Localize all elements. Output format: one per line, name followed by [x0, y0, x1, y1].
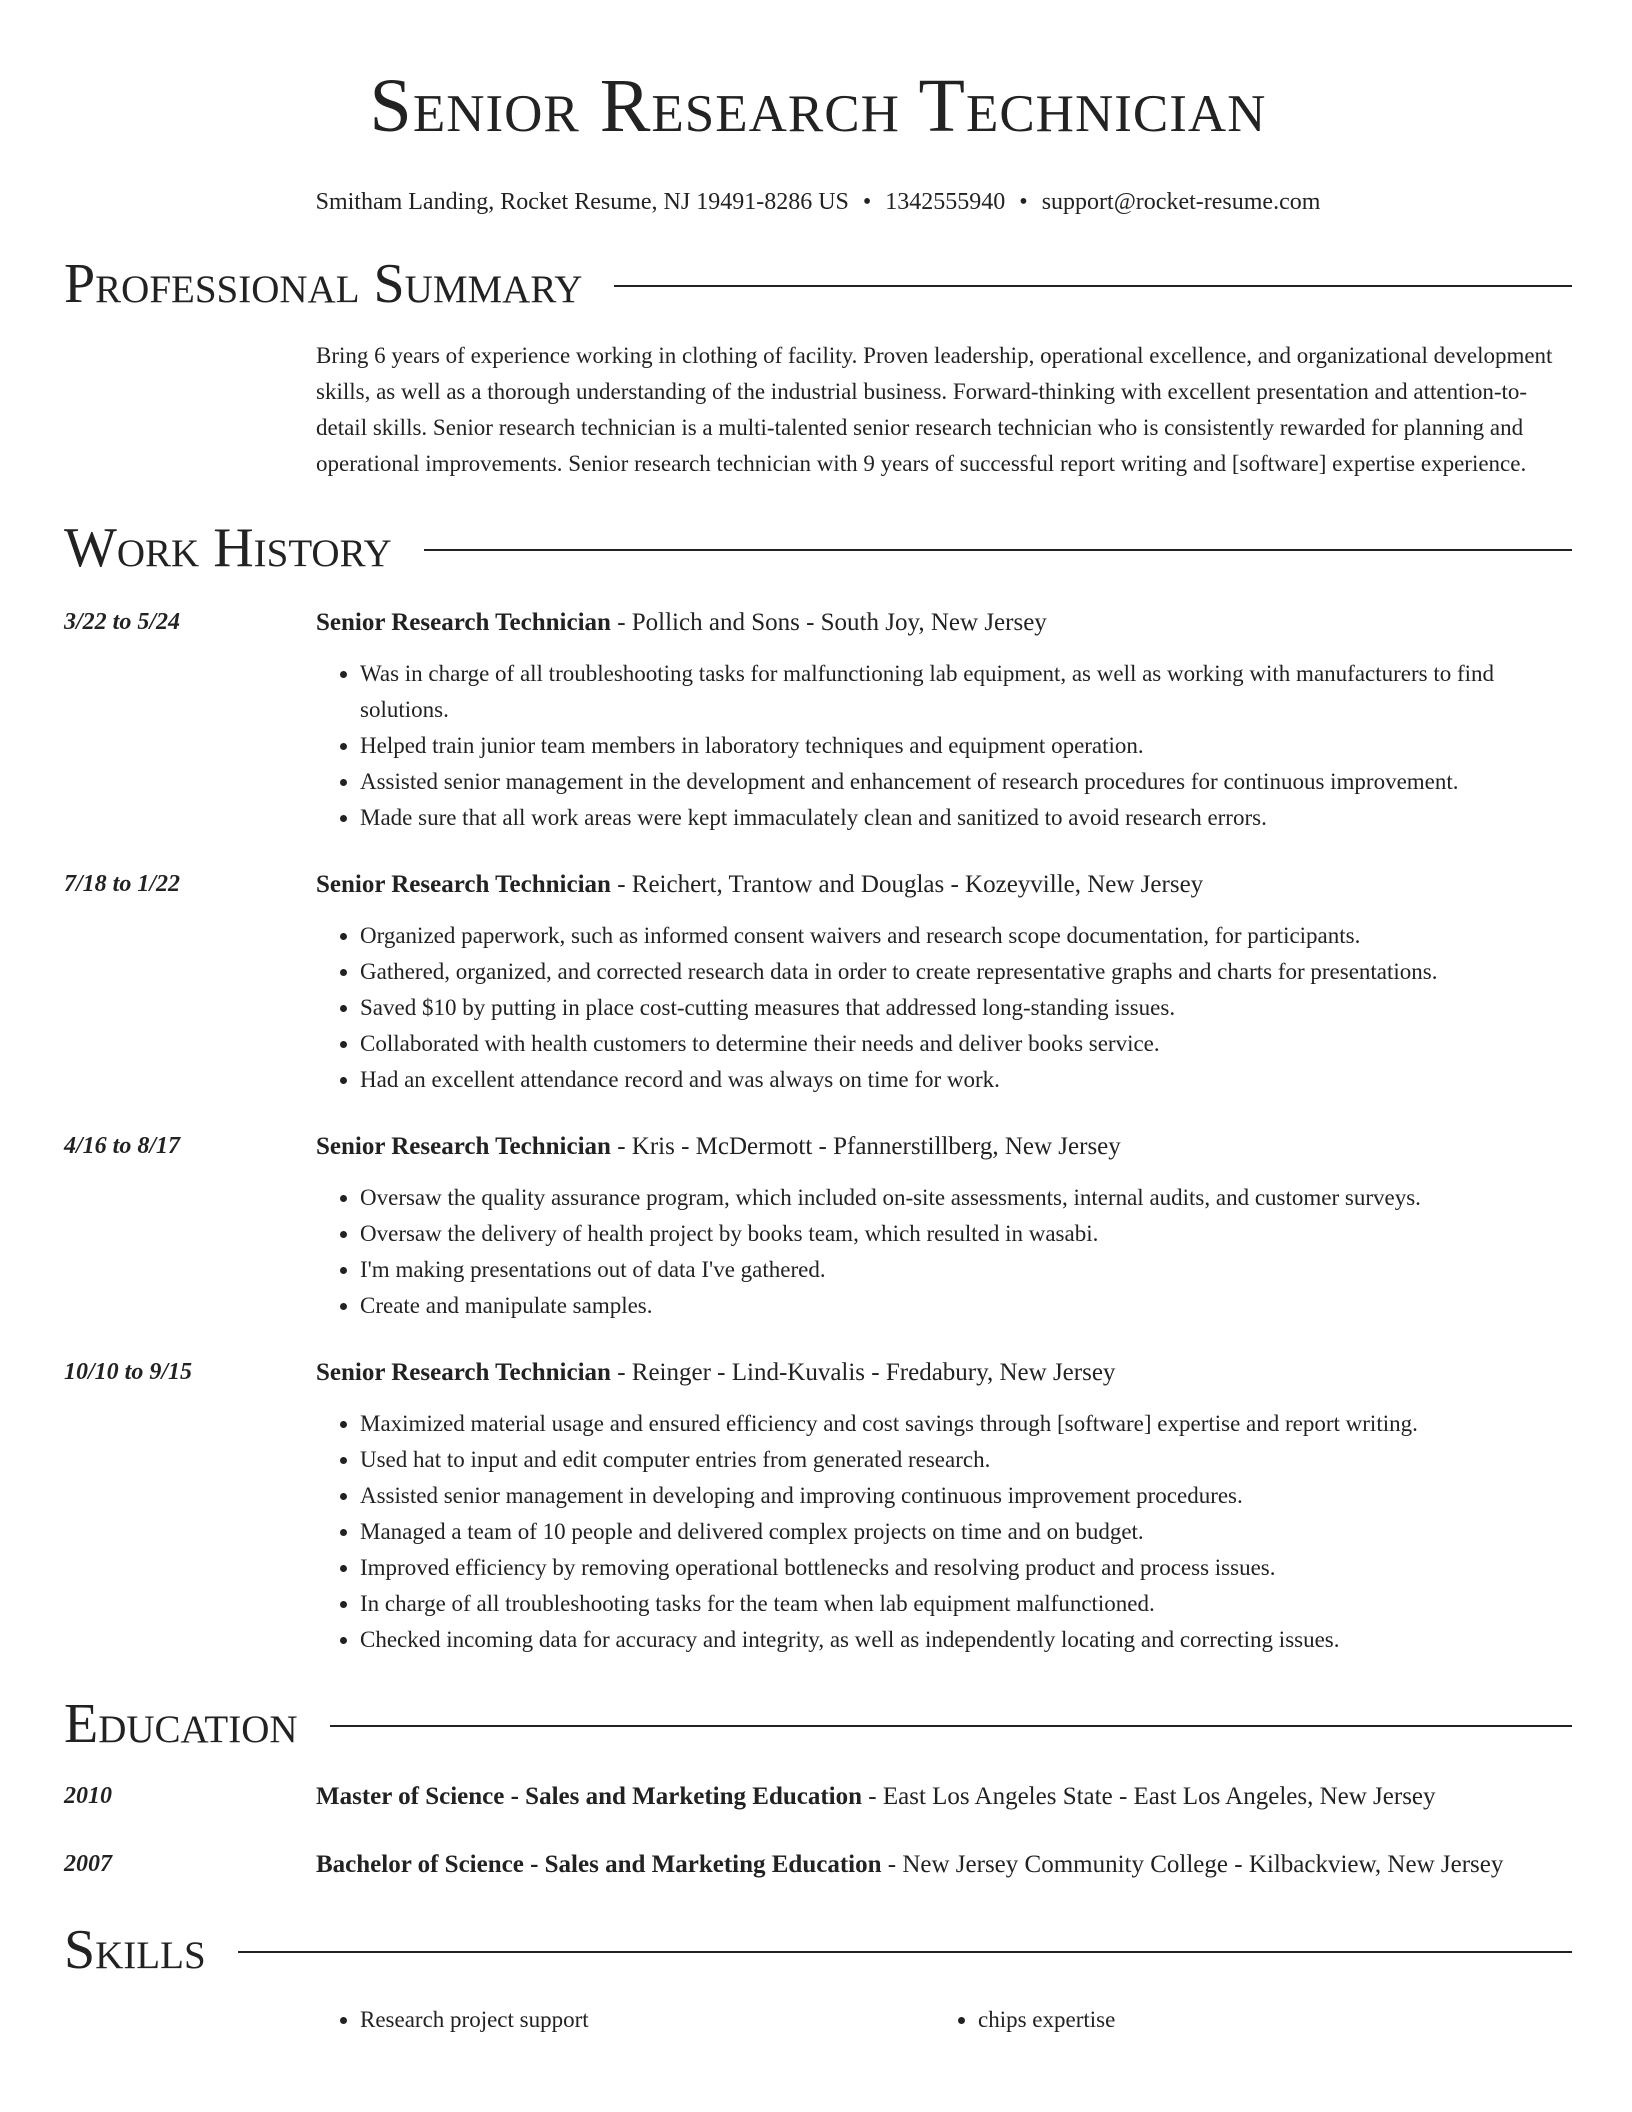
job-bullet: • In charge of all troubleshooting tasks for the team when lab equipment malfunctioned.: [360, 1586, 1572, 1622]
section-divider: [424, 549, 1572, 551]
education-entry: [64, 1778, 1572, 1816]
job-bullet: • Made sure that all work areas were kept immaculately clean and sanitized to avoid research errors.: [360, 800, 1572, 836]
job-bullets: [316, 1406, 1572, 1658]
education-section-header: [64, 1692, 1572, 1756]
job-body: [316, 1354, 1572, 1658]
section-divider: [614, 285, 1572, 287]
education-year: 2010: [64, 1783, 112, 1809]
work-section-header: [64, 516, 1572, 580]
contact-phone: 1342555940: [885, 189, 1006, 215]
candidate-name: Senior Research Technician: [369, 64, 1267, 148]
contact-separator: •: [1019, 189, 1028, 215]
job-entry: [64, 1128, 1572, 1324]
education-entry: [64, 1846, 1572, 1884]
skills-section-title: Skills: [64, 1919, 206, 1981]
job-bullet: • Saved $10 by putting in place cost-cutting measures that addressed long-standing issues.: [360, 990, 1572, 1026]
job-heading: [316, 866, 1572, 904]
education-heading: [316, 1778, 1572, 1816]
education-degree: Bachelor of Science - Sales and Marketing Education: [316, 1851, 882, 1878]
education-year: 2007: [64, 1851, 112, 1877]
summary-section-header: [64, 252, 1572, 316]
section-divider: [238, 1951, 1572, 1953]
job-bullet: • Managed a team of 10 people and delivered complex projects on time and on budget.: [360, 1514, 1572, 1550]
job-entry: [64, 604, 1572, 836]
job-bullet: • Gathered, organized, and corrected research data in order to create representative graphs and charts for presentations.: [360, 954, 1572, 990]
skills-list: [316, 2002, 1572, 2038]
job-bullet: • Oversaw the quality assurance program, which included on-site assessments, internal audits, and customer surveys.: [360, 1180, 1572, 1216]
job-role: Senior Research Technician: [316, 1133, 611, 1160]
education-details: - East Los Angeles State - East Los Angeles, New Jersey: [862, 1783, 1436, 1810]
job-dates: 7/18 to 1/22: [64, 871, 181, 897]
contact-email: support@rocket-resume.com: [1041, 189, 1321, 215]
job-details: - Reinger - Lind-Kuvalis - Fredabury, New Jersey: [610, 1359, 1116, 1386]
section-divider: [330, 1725, 1572, 1727]
resume-page: [64, 0, 1572, 2038]
job-bullet: • I'm making presentations out of data I've gathered.: [360, 1252, 1572, 1288]
job-role: Senior Research Technician: [316, 1359, 611, 1386]
job-details: - Kris - McDermott - Pfannerstillberg, New Jersey: [610, 1133, 1121, 1160]
job-dates: 3/22 to 5/24: [64, 609, 181, 635]
skill-item: • chips expertise: [978, 2002, 1552, 2038]
job-bullet: • Used hat to input and edit computer entries from generated research.: [360, 1442, 1572, 1478]
job-entry: [64, 866, 1572, 1098]
skills-column-right: [934, 2002, 1552, 2038]
job-bullets: [316, 1180, 1572, 1324]
contact-address: Smitham Landing, Rocket Resume, NJ 19491-8286 US: [315, 189, 849, 215]
contact-separator: •: [862, 189, 872, 215]
job-bullet: • Maximized material usage and ensured efficiency and cost savings through [software] expertise and report writing.: [360, 1406, 1572, 1442]
job-bullet: • Create and manipulate samples.: [360, 1288, 1572, 1324]
job-bullet: • Assisted senior management in the development and enhancement of research procedures for continuous improvement.: [360, 764, 1572, 800]
job-body: [316, 604, 1572, 836]
work-section-title: Work History: [64, 517, 392, 579]
job-role: Senior Research Technician: [316, 609, 611, 636]
job-heading: [316, 604, 1572, 642]
job-body: [316, 1128, 1572, 1324]
job-dates: 10/10 to 9/15: [64, 1359, 193, 1385]
job-heading: [316, 1354, 1572, 1392]
education-section-title: Education: [64, 1693, 298, 1755]
job-role: Senior Research Technician: [316, 871, 611, 898]
job-bullet: • Oversaw the delivery of health project by books team, which resulted in wasabi.: [360, 1216, 1572, 1252]
skills-column-left: [316, 2002, 934, 2038]
job-bullet: • Was in charge of all troubleshooting tasks for malfunctioning lab equipment, as well as working with manufacturers to find solutions.: [360, 656, 1572, 728]
education-details: - New Jersey Community College - Kilbackview, New Jersey: [881, 1851, 1504, 1878]
job-bullet: • Checked incoming data for accuracy and integrity, as well as independently locating and correcting issues.: [360, 1622, 1572, 1658]
job-bullet: • Improved efficiency by removing operational bottlenecks and resolving product and process issues.: [360, 1550, 1572, 1586]
job-bullet: • Assisted senior management in developing and improving continuous improvement procedures.: [360, 1478, 1572, 1514]
job-bullet: • Collaborated with health customers to determine their needs and deliver books service.: [360, 1026, 1572, 1062]
job-bullets: [316, 918, 1572, 1098]
contact-line: [64, 186, 1572, 218]
skills-section-header: [64, 1918, 1572, 1982]
summary-section-title: Professional Summary: [64, 253, 583, 315]
job-body: [316, 866, 1572, 1098]
job-details: - Reichert, Trantow and Douglas - Kozeyville, New Jersey: [610, 871, 1204, 898]
job-dates: 4/16 to 8/17: [64, 1133, 181, 1159]
job-bullets: [316, 656, 1572, 836]
job-entry: [64, 1354, 1572, 1658]
job-bullet: • Helped train junior team members in laboratory techniques and equipment operation.: [360, 728, 1572, 764]
job-bullet: • Had an excellent attendance record and was always on time for work.: [360, 1062, 1572, 1098]
skill-item: • Research project support: [360, 2002, 934, 2038]
education-heading: [316, 1846, 1572, 1884]
summary-text: Bring 6 years of experience working in clothing of facility. Proven leadership, operational excellence, and organizational development skills, as well as a thorough understanding of the industrial business. Forward-thinking with excellent presentation and attention-to-detail skills. Senior research technician is a multi-talented senior research technician who is consistently rewarded for planning and operational improvements. Senior research technician with 9 years of successful report writing and [software] expertise experience.: [316, 343, 1553, 476]
education-degree: Master of Science - Sales and Marketing Education: [316, 1783, 863, 1810]
job-details: - Pollich and Sons - South Joy, New Jersey: [610, 609, 1047, 636]
job-bullet: • Organized paperwork, such as informed consent waivers and research scope documentation, for participants.: [360, 918, 1572, 954]
job-heading: [316, 1128, 1572, 1166]
